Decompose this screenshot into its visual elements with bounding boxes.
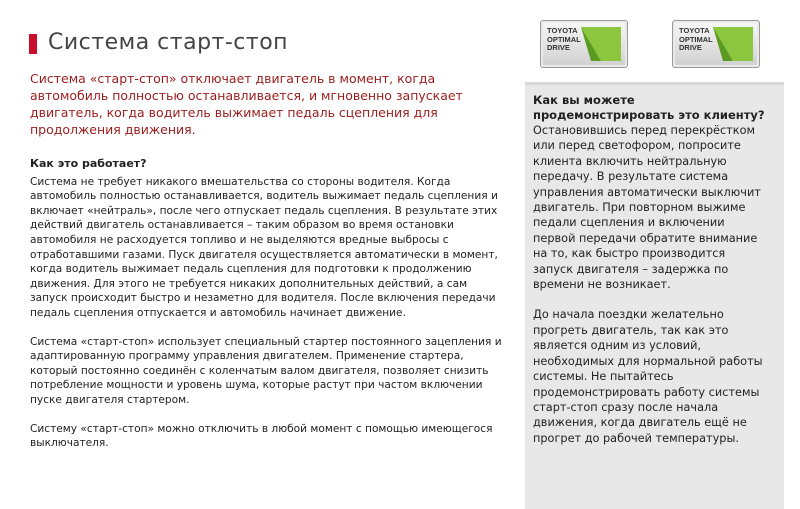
checkmark-icon — [709, 25, 755, 63]
body-paragraph: Систему «старт-стоп» можно отключить в любой момент с помощью имеющегося выключателя. — [30, 422, 493, 450]
sidebar-paragraph: Остановившись перед перекрёстком или перед светофором, попросите клиента включить нейтральную передачу. В результате система управления автоматически выключит двигатель. При повторном выжиме педали сцепления и включении первой передачи обратите внимание на то, как быстро производится запуск двигателя – задержка по времени не возникает. — [533, 124, 761, 292]
sidebar-text — [533, 93, 768, 461]
badge-line: DRIVE — [547, 43, 570, 52]
sidebar-paragraph: До начала поездки желательно прогреть двигатель, так как это является одним из условий, необходимых для нормальной работы системы. Не пытайтесь продемонстрировать работу системы старт-стоп сразу после начала движения, когда двигатель ещё не прогрет до рабочей температуры. — [533, 308, 763, 445]
body-paragraph: Система «старт-стоп» использует специальный стартер постоянного зацепления и адаптированную программу управления двигателем. Применение стартера, который постоянно соединён с коленчатым валом двигателя, позволяет снизить потребление мощности и уровень шума, которые растут при частом включении пуске двигателя стартером. — [30, 335, 502, 406]
checkmark-icon — [577, 25, 623, 63]
page-title: Система старт-стоп — [48, 30, 289, 55]
toyota-optimal-drive-logo — [540, 20, 628, 68]
title-accent-bar — [29, 34, 37, 54]
badge-line: OPTIMAL — [679, 34, 713, 44]
badge-line: OPTIMAL — [547, 34, 581, 44]
toyota-optimal-drive-logo — [672, 20, 760, 68]
how-heading: Как это работает? — [30, 157, 147, 170]
divider — [525, 82, 784, 85]
page-edge — [784, 0, 800, 509]
body-paragraph: Система не требует никакого вмешательства со стороны водителя. Когда автомобиль полностью останавливается, водитель выжимает педаль сцепления и включает «нейтраль», после чего отпускает педаль сцепления. В результате этих действий двигатель останавливается – таким образом во время остановки автомобиля не расходуется топливо и не выделяются вредные выбросы с отработавшими газами. Пуск двигателя осуществляется автоматически в момент, когда водитель выжимает педаль сцепления для подготовки к продолжению движения. Для этого не требуется никаких дополнительных действий, а сам запуск происходит быстро и незаметно для водителя. После включения передачи педаль сцепления отпускается и автомобиль начинает движение. — [30, 175, 498, 319]
sidebar-heading: Как вы можете продемонстрировать это клиенту? — [533, 93, 765, 122]
body-text — [30, 157, 505, 465]
lead-text: Система «старт-стоп» отключает двигатель в момент, когда автомобиль полностью останавливается, и мгновенно запускает двигатель, когда водитель выжимает педаль сцепления для продолжения движения. — [30, 71, 463, 137]
badge-line: TOYOTA — [679, 26, 710, 35]
badge-line: DRIVE — [679, 43, 702, 52]
badge-line: TOYOTA — [547, 26, 578, 35]
